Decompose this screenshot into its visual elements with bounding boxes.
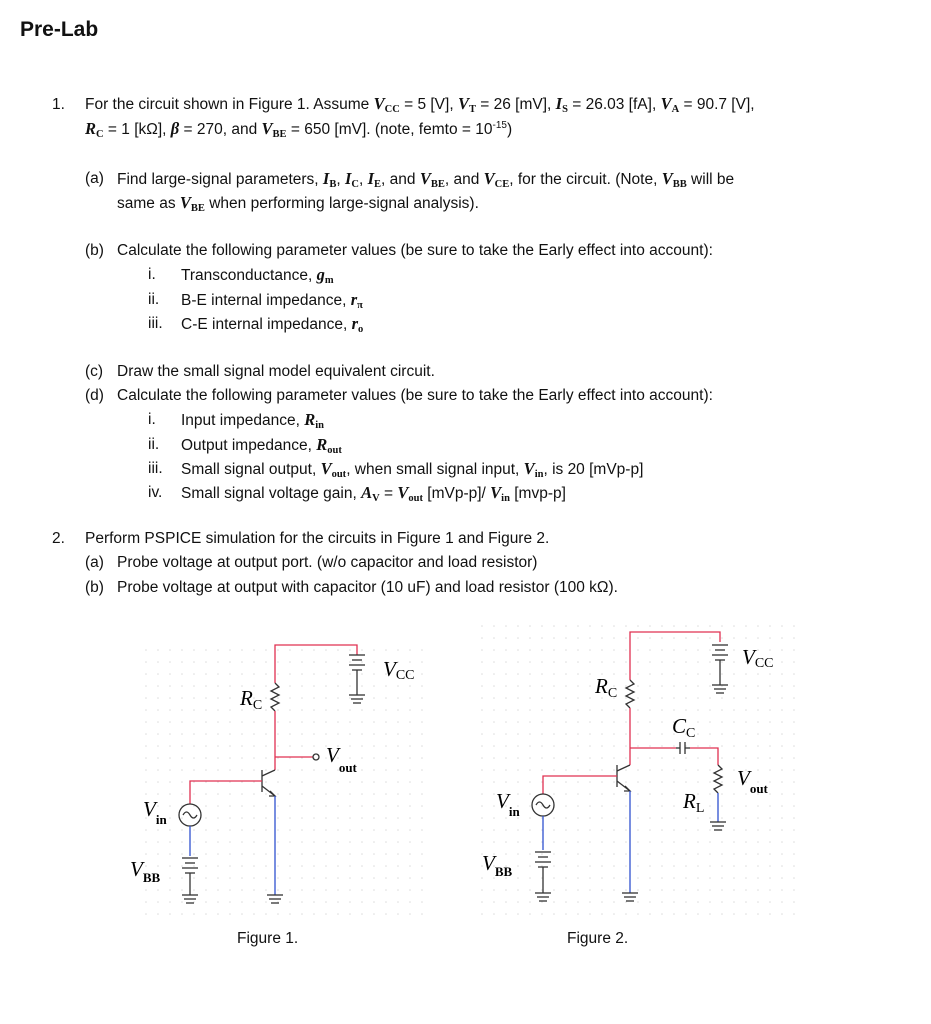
figure-1-caption: Figure 1.: [237, 930, 299, 947]
q1a-line-1: Find large-signal parameters, $I_B$, $I_C$, $I_E$, and $V_{BE}$, and $V_{CE}$, for the circuit. (Note, $V_{BB}$ will be: [117, 169, 735, 190]
q2b-label: (b): [85, 579, 104, 596]
q1b-item-number: ii.: [148, 291, 160, 308]
q1d-item-number: iv.: [148, 484, 163, 501]
fig1-vcc-label: VCC: [383, 657, 415, 683]
q1d-item-number: iii.: [148, 460, 163, 477]
q1b-item-number: i.: [148, 266, 156, 283]
q1b-item: C-E internal impedance, $r_o$: [181, 314, 364, 335]
figure-1-grid: [140, 640, 430, 920]
q1a-label: (a): [85, 170, 104, 187]
question-2-number: 2.: [52, 530, 65, 547]
fig2-vout-label: $V_{out}$: [737, 766, 768, 796]
q1d-item-iv: Small signal voltage gain, $A_V = V_{out}$ [mVp-p]/ $V_{in}$ [mvp-p]: [181, 483, 566, 504]
circuit-figures: [0, 620, 931, 940]
q1b-label: (b): [85, 242, 104, 259]
fig2-vin-label: $V_{in}$: [496, 789, 520, 819]
q1b-text: Calculate the following parameter values (be sure to take the Early effect into account):: [117, 242, 713, 259]
q1b-item-number: iii.: [148, 315, 163, 332]
fig1-vout-label: $V_{out}$: [326, 743, 357, 775]
fig2-vbb-label: $V_{BB}$: [482, 851, 513, 879]
fig2-rl-label: RL: [683, 789, 705, 816]
q2b-text: Probe voltage at output with capacitor (10 uF) and load resistor (100 kΩ).: [117, 579, 618, 596]
q1c-label: (c): [85, 363, 104, 380]
q1d-item-ii: Output impedance, $R_{out}$: [181, 435, 342, 456]
q1d-text: Calculate the following parameter values (be sure to take the Early effect into account):: [117, 387, 713, 404]
fig2-rc-label: RC: [595, 674, 618, 701]
question-2-text: Perform PSPICE simulation for the circuits in Figure 1 and Figure 2.: [85, 530, 550, 547]
fig1-vin-label: $V_{in}$: [143, 797, 167, 827]
q1d-item-iii: Small signal output, $V_{out}$, when small signal input, $V_{in}$, is 20 [mVp-p]: [181, 459, 644, 480]
q1b-item: Transconductance, $g_m$: [181, 265, 334, 286]
q1a-line-2: same as $V_{BE}$ when performing large-signal analysis).: [117, 193, 479, 214]
fig2-cc-label: CC: [672, 714, 696, 741]
q1d-item-number: i.: [148, 411, 156, 428]
q2a-label: (a): [85, 554, 104, 571]
fig1-vbb-label: $V_{BB}$: [130, 857, 161, 885]
figure-2-caption: Figure 2.: [567, 930, 629, 947]
q1d-item-number: ii.: [148, 436, 160, 453]
q1b-item: B-E internal impedance, $r_\pi$: [181, 290, 363, 311]
q1d-label: (d): [85, 387, 104, 404]
question-1-line-1: For the circuit shown in Figure 1. Assume $V_{CC} = 5$ [V], $V_T = 26$ [mV], $I_S = 26.03$ [fA], $V_A = 90.7$ [V],: [85, 94, 755, 115]
q2a-text: Probe voltage at output port. (w/o capacitor and load resistor): [117, 554, 538, 571]
q1c-text: Draw the small signal model equivalent circuit.: [117, 363, 435, 380]
fig1-rc-label: RC: [240, 686, 263, 713]
q1d-item-i: Input impedance, $R_{in}$: [181, 410, 325, 431]
fig2-vcc-label: VCC: [742, 645, 774, 671]
question-1-line-2: $R_C = 1$ [kΩ], β = 270, and $V_{BE} = 650$ [mV]. (note, femto = $10^{-15}$): [85, 119, 513, 140]
question-1-number: 1.: [52, 96, 65, 113]
page-title: Pre-Lab: [20, 18, 99, 41]
